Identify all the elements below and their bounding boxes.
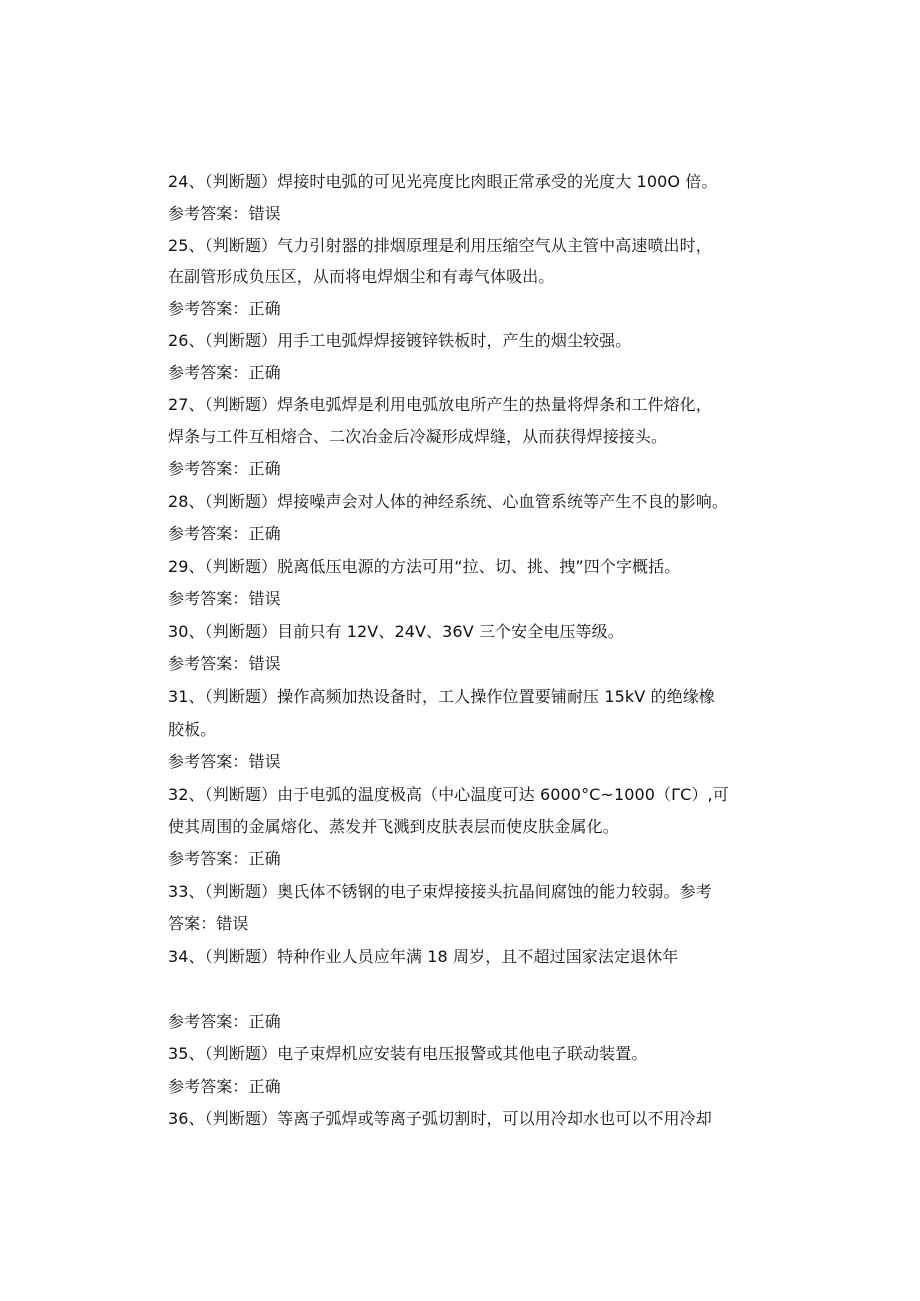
answer-35: 参考答案：正确 xyxy=(168,1077,281,1096)
answer-27: 参考答案：正确 xyxy=(168,459,281,478)
question-35-text: 35、（判断题）电子束焊机应安装有电压报警或其他电子联动装置。 xyxy=(168,1044,648,1063)
question-25-text: 25、（判断题）气力引射器的排烟原理是利用压缩空气从主管中高速喷出时， xyxy=(168,236,712,255)
question-33-text-cont: 答案：错误 xyxy=(168,914,249,933)
question-25-text-cont: 在副管形成负压区，从而将电焊烟尘和有毒气体吸出。 xyxy=(168,267,555,286)
question-32-text: 32、（判断题）由于电弧的温度极高（中心温度可达 6000°C~1000（ΓC）,可 xyxy=(168,785,729,804)
question-32-text-cont: 使其周围的金属熔化、蒸发并飞溅到皮肤表层而使皮肤金属化。 xyxy=(168,817,619,836)
question-31-text: 31、（判断题）操作高频加热设备时，工人操作位置要铺耐压 15kV 的绝缘橡 xyxy=(168,687,715,706)
question-27-text-cont: 焊条与工件互相熔合、二次冶金后冷凝形成焊缝，从而获得焊接接头。 xyxy=(168,427,668,446)
question-24-text: 24、（判断题）焊接时电弧的可见光亮度比肉眼正常承受的光度大 100O 倍。 xyxy=(168,172,718,191)
answer-34: 参考答案：正确 xyxy=(168,1012,281,1031)
question-29-text: 29、（判断题）脱离低压电源的方法可用“拉、切、挑、拽”四个字概括。 xyxy=(168,557,681,576)
answer-31: 参考答案：错误 xyxy=(168,752,281,771)
answer-32: 参考答案：正确 xyxy=(168,849,281,868)
question-28-text: 28、（判断题）焊接噪声会对人体的神经系统、心血管系统等产生不良的影响。 xyxy=(168,492,728,511)
question-26-text: 26、（判断题）用手工电弧焊焊接镀锌铁板时，产生的烟尘较强。 xyxy=(168,331,632,350)
answer-29: 参考答案：错误 xyxy=(168,589,281,608)
question-36-text: 36、（判断题）等离子弧焊或等离子弧切割时，可以用冷却水也可以不用冷却 xyxy=(168,1109,712,1128)
answer-30: 参考答案：错误 xyxy=(168,654,281,673)
question-33-text: 33、（判断题）奥氏体不锈钢的电子束焊接接头抗晶间腐蚀的能力较弱。参考 xyxy=(168,882,712,901)
answer-26: 参考答案：正确 xyxy=(168,363,281,382)
question-31-text-cont: 胶板。 xyxy=(168,720,217,739)
question-27-text: 27、（判断题）焊条电弧焊是利用电弧放电所产生的热量将焊条和工件熔化， xyxy=(168,395,712,414)
question-34-text: 34、（判断题）特种作业人员应年满 18 周岁，且不超过国家法定退休年 xyxy=(168,947,679,966)
answer-28: 参考答案：正确 xyxy=(168,524,281,543)
question-30-text: 30、（判断题）目前只有 12V、24V、36V 三个安全电压等级。 xyxy=(168,622,624,641)
answer-25: 参考答案：正确 xyxy=(168,299,281,318)
answer-24: 参考答案：错误 xyxy=(168,204,281,223)
